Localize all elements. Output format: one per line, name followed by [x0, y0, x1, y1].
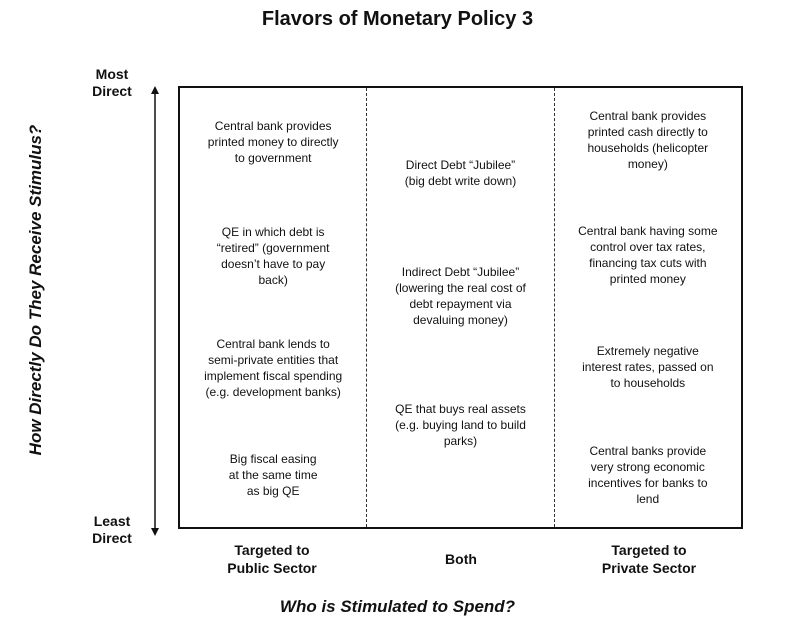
cell-line: Direct Debt “Jubilee” [405, 158, 516, 172]
cell-public-3 [180, 336, 366, 400]
cell-line: at the same time [228, 468, 318, 482]
x-label-private-sector [555, 541, 743, 577]
cell-private-4 [555, 443, 741, 507]
cell-line: Central bank lends to [216, 337, 330, 351]
cell-line: as big QE [246, 484, 300, 498]
cell-line: Central bank provides [589, 109, 707, 123]
cell-line: “retired” (government [216, 241, 330, 255]
x-label-line: Targeted to [234, 542, 310, 558]
cell-both-3 [367, 401, 553, 449]
cell-line: Central banks provide [589, 444, 707, 458]
double-arrow-icon [148, 86, 162, 536]
x-label-line: Private Sector [601, 560, 697, 576]
cell-line: very strong economic [590, 460, 705, 474]
cell-public-1 [180, 118, 366, 166]
x-label-line: Targeted to [611, 542, 687, 558]
cell-line: control over tax rates, [590, 240, 706, 254]
cell-line: (e.g. buying land to build [395, 418, 526, 432]
cell-line: devaluing money) [413, 313, 508, 327]
y-axis-bottom-label [67, 513, 157, 547]
cell-line: Extremely negative [596, 344, 699, 358]
y-axis-top-line-2: Direct [92, 83, 132, 99]
y-axis-top-label [67, 66, 157, 100]
cell-line: households (helicopter [587, 141, 709, 155]
column-public-sector [180, 88, 366, 527]
cell-line: to households [610, 376, 686, 390]
cell-private-1 [555, 108, 741, 172]
diagram-title: Flavors of Monetary Policy 3 [261, 8, 534, 30]
cell-line: incentives for banks to [588, 476, 708, 490]
cell-line: debt repayment via [409, 297, 512, 311]
cell-line: semi-private entities that [208, 353, 339, 367]
y-axis-top-line-1: Most [95, 66, 129, 82]
cell-line: to government [234, 151, 312, 165]
policy-grid [178, 86, 743, 529]
x-axis-label: Who is Stimulated to Spend? [279, 597, 516, 616]
x-label-line: Public Sector [227, 560, 317, 576]
cell-line: implement fiscal spending [204, 369, 343, 383]
x-label-both [367, 550, 555, 568]
cell-line: Indirect Debt “Jubilee” [401, 265, 520, 279]
cell-line: printed money [609, 272, 686, 286]
cell-line: Central bank having some [578, 224, 718, 238]
cell-line: lend [636, 492, 660, 506]
cell-public-2 [180, 224, 366, 288]
column-private-sector [554, 88, 741, 527]
cell-line: interest rates, passed on [582, 360, 714, 374]
cell-line: QE in which debt is [221, 225, 325, 239]
cell-line: (e.g. development banks) [205, 385, 341, 399]
cell-line: parks) [443, 434, 478, 448]
cell-both-2 [367, 264, 553, 328]
cell-line: (big debt write down) [404, 174, 517, 188]
cell-line: Central bank provides [214, 119, 332, 133]
cell-private-2 [555, 223, 741, 287]
column-both [366, 88, 553, 527]
cell-line: printed cash directly to [587, 125, 708, 139]
cell-private-3 [555, 343, 741, 391]
cell-line: money) [627, 157, 668, 171]
y-axis-label: How Directly Do They Receive Stimulus? [26, 124, 45, 456]
cell-line: (lowering the real cost of [395, 281, 526, 295]
y-axis-bottom-line-1: Least [93, 513, 131, 529]
x-label-public-sector [178, 541, 366, 577]
cell-line: financing tax cuts with [589, 256, 707, 270]
cell-line: doesn’t have to pay [221, 257, 326, 271]
cell-line: printed money to directly [207, 135, 339, 149]
cell-line: back) [258, 273, 288, 287]
cell-line: QE that buys real assets [395, 402, 526, 416]
x-label-line: Both [445, 551, 477, 567]
cell-public-4 [180, 451, 366, 499]
y-axis-bottom-line-2: Direct [92, 530, 132, 546]
cell-line: Big fiscal easing [229, 452, 317, 466]
cell-both-1 [367, 157, 553, 189]
